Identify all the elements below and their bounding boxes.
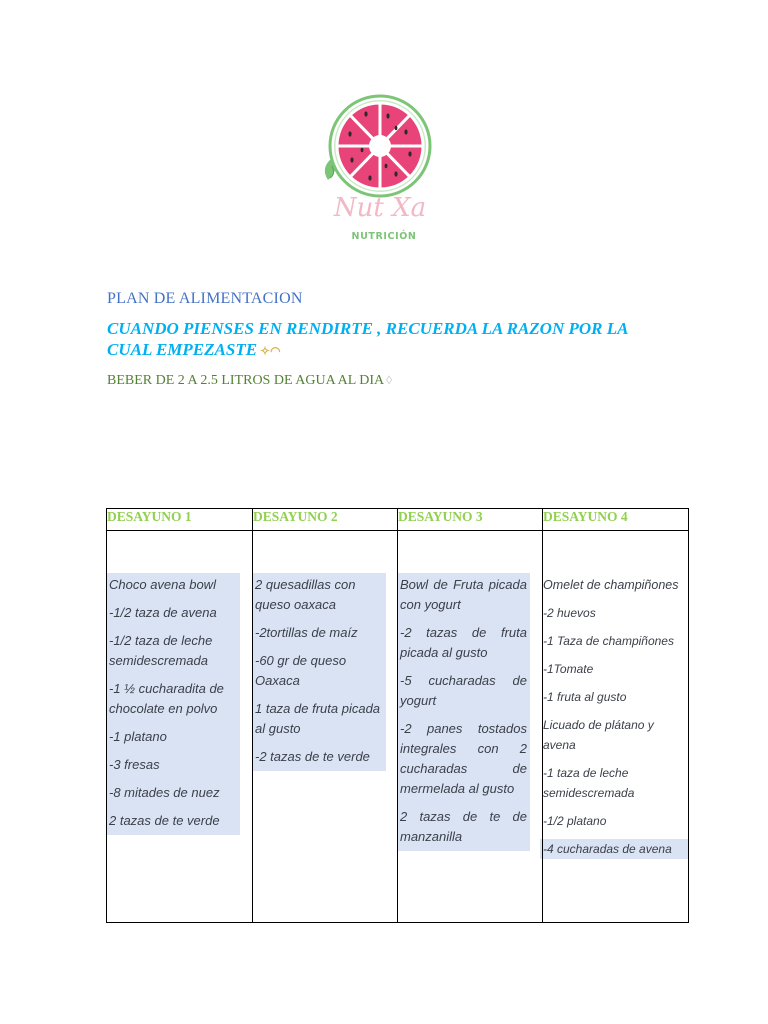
meal-item: Bowl de Fruta picada con yogurt bbox=[400, 577, 527, 612]
meal-list bbox=[253, 573, 386, 771]
meal-item: -2 tazas de te verde bbox=[255, 749, 370, 764]
meal-column-4 bbox=[543, 531, 689, 923]
column-header-desayuno-4: DESAYUNO 4 bbox=[543, 509, 689, 531]
meal-item: -2 huevos bbox=[543, 606, 596, 620]
meal-column-2 bbox=[253, 531, 398, 923]
meal-item: Licuado de plátano y avena bbox=[543, 718, 654, 752]
meal-item: 2 tazas de te verde bbox=[109, 813, 220, 828]
brand-logo bbox=[300, 88, 460, 248]
meal-item: -8 mitades de nuez bbox=[109, 785, 220, 800]
sparkle-icon: ✧◠ bbox=[260, 344, 281, 358]
meal-column-1 bbox=[107, 531, 253, 923]
brand-name: Nut Xa bbox=[333, 193, 427, 223]
meal-item: 2 tazas de te de manzanilla bbox=[400, 809, 527, 844]
meal-list bbox=[543, 573, 688, 859]
meal-item: -1 taza de leche semidescremada bbox=[543, 766, 635, 800]
meal-item: 2 quesadillas con queso oaxaca bbox=[255, 577, 356, 612]
meal-item: Choco avena bowl bbox=[109, 577, 216, 592]
meal-item: -1Tomate bbox=[543, 662, 594, 676]
meal-item-highlighted: -4 cucharadas de avena bbox=[540, 839, 688, 859]
meal-item: -1 fruta al gusto bbox=[543, 690, 627, 704]
water-drop-icon: ◊ bbox=[386, 373, 393, 387]
water-reminder: BEBER DE 2 A 2.5 LITROS DE AGUA AL DIA ◊ bbox=[107, 373, 393, 388]
meal-list bbox=[107, 573, 240, 835]
column-header-desayuno-2: DESAYUNO 2 bbox=[253, 509, 398, 531]
brand-tagline: NUTRICIÓN bbox=[351, 231, 417, 242]
meal-item: Omelet de champiñones bbox=[543, 578, 679, 592]
meal-item: -1/2 taza de avena bbox=[109, 605, 217, 620]
meal-item: -2 panes tostados integrales con 2 cucharadas de mermelada al gusto bbox=[400, 721, 527, 796]
meal-list bbox=[398, 573, 530, 851]
meal-item: -5 cucharadas de yogurt bbox=[400, 673, 527, 708]
meal-item: -2tortillas de maíz bbox=[255, 625, 358, 640]
motivation-text: CUANDO PIENSES EN RENDIRTE , RECUERDA LA RAZON POR LA CUAL EMPEZASTE ✧◠ bbox=[107, 319, 628, 359]
watermelon-slice-icon bbox=[300, 88, 460, 248]
column-header-desayuno-1: DESAYUNO 1 bbox=[107, 509, 253, 531]
meal-item: -1/2 taza de leche semidescremada bbox=[109, 633, 213, 668]
meal-item: -3 fresas bbox=[109, 757, 160, 772]
meal-plan-table bbox=[106, 508, 689, 923]
meal-item: -60 gr de queso Oaxaca bbox=[255, 653, 347, 688]
meal-item: 1 taza de fruta picada al gusto bbox=[255, 701, 381, 736]
meal-item: -2 tazas de fruta picada al gusto bbox=[400, 625, 527, 660]
page-title: PLAN DE ALIMENTACION bbox=[107, 290, 303, 307]
meal-item: -1/2 platano bbox=[543, 814, 607, 828]
meal-item: -1 ½ cucharadita de chocolate en polvo bbox=[109, 681, 224, 716]
meal-column-3 bbox=[398, 531, 543, 923]
meal-item: -1 Taza de champiñones bbox=[543, 634, 674, 648]
meal-item: -1 platano bbox=[109, 729, 167, 744]
column-header-desayuno-3: DESAYUNO 3 bbox=[398, 509, 543, 531]
